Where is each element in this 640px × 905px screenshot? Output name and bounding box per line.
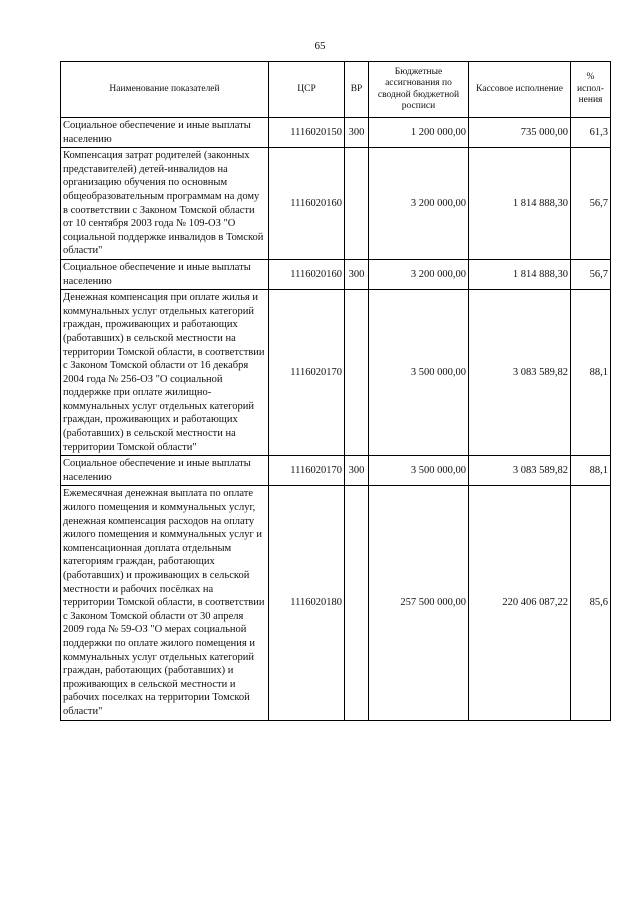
row-pct: 61,3 xyxy=(571,118,611,148)
row-exec: 3 083 589,82 xyxy=(469,290,571,456)
row-vr: 300 xyxy=(345,259,369,289)
row-vr xyxy=(345,148,369,260)
table-header-row xyxy=(61,62,611,118)
header-vr: ВР xyxy=(345,62,369,118)
header-name: Наименование показателей xyxy=(61,62,269,118)
row-budget: 3 200 000,00 xyxy=(369,259,469,289)
row-vr: 300 xyxy=(345,118,369,148)
row-vr xyxy=(345,290,369,456)
row-budget: 1 200 000,00 xyxy=(369,118,469,148)
row-name: Компенсация затрат родителей (законных представителей) детей-инвалидов на организацию обучения по основным общеобразовательным программам на дому в соответствии с Законом Томской области от 10 сентября 2003 года № 109-ОЗ "О социальной поддержке инвалидов в Томской области" xyxy=(61,148,269,260)
table-row xyxy=(61,148,611,260)
row-name: Социальное обеспечение и иные выплаты населению xyxy=(61,118,269,148)
row-csr: 1116020160 xyxy=(269,148,345,260)
row-pct: 88,1 xyxy=(571,290,611,456)
row-name: Ежемесячная денежная выплата по оплате жилого помещения и коммунальных услуг, денежная компенсация расходов на оплату жилого помещения и коммунальных услуг и компенсационная доплата отдельным категориям граждан, работающих (работавших) и проживающих в сельской местности и рабочих посёлках на территории Томской области, в соответствии с Законом Томской области от 30 апреля 2009 года № 59-ОЗ "О мерах социальной поддержки по оплате жилого помещения и коммунальных услуг отдельных категорий граждан, работающих (работавших) и проживающих в сельской местности и рабочих поселках на территории Томской области" xyxy=(61,486,269,720)
row-csr: 1116020170 xyxy=(269,290,345,456)
row-budget: 3 200 000,00 xyxy=(369,148,469,260)
row-csr: 1116020180 xyxy=(269,486,345,720)
table-row xyxy=(61,486,611,720)
header-csr: ЦСР xyxy=(269,62,345,118)
row-exec: 1 814 888,30 xyxy=(469,259,571,289)
row-name: Социальное обеспечение и иные выплаты населению xyxy=(61,456,269,486)
row-vr xyxy=(345,486,369,720)
row-exec: 3 083 589,82 xyxy=(469,456,571,486)
page-number: 65 xyxy=(314,40,326,52)
row-exec: 1 814 888,30 xyxy=(469,148,571,260)
row-exec: 220 406 087,22 xyxy=(469,486,571,720)
row-name: Социальное обеспечение и иные выплаты населению xyxy=(61,259,269,289)
row-exec: 735 000,00 xyxy=(469,118,571,148)
budget-execution-table xyxy=(60,61,611,721)
row-budget: 257 500 000,00 xyxy=(369,486,469,720)
row-csr: 1116020160 xyxy=(269,259,345,289)
table-row xyxy=(61,290,611,456)
header-exec: Кассовое исполнение xyxy=(469,62,571,118)
header-budget: Бюджетные ассигнования по сводной бюджетной росписи xyxy=(369,62,469,118)
row-csr: 1116020170 xyxy=(269,456,345,486)
row-csr: 1116020150 xyxy=(269,118,345,148)
row-pct: 56,7 xyxy=(571,259,611,289)
row-pct: 85,6 xyxy=(571,486,611,720)
table-row xyxy=(61,118,611,148)
row-pct: 56,7 xyxy=(571,148,611,260)
table-row xyxy=(61,259,611,289)
row-budget: 3 500 000,00 xyxy=(369,290,469,456)
row-vr: 300 xyxy=(345,456,369,486)
table-row xyxy=(61,456,611,486)
row-pct: 88,1 xyxy=(571,456,611,486)
row-name: Денежная компенсация при оплате жилья и коммунальных услуг отдельных категорий граждан, проживающих и работающих (работавших) в сельской местности на территории Томской области, в соответствии с Законом Томской области от 16 декабря 2004 года № 256-ОЗ "О социальной поддержке при оплате жилищно-коммунальных услуг отдельных категорий граждан, проживающих и работающих (работавших) в сельской местности на территории Томской области" xyxy=(61,290,269,456)
row-budget: 3 500 000,00 xyxy=(369,456,469,486)
header-pct: % испол-нения xyxy=(571,62,611,118)
